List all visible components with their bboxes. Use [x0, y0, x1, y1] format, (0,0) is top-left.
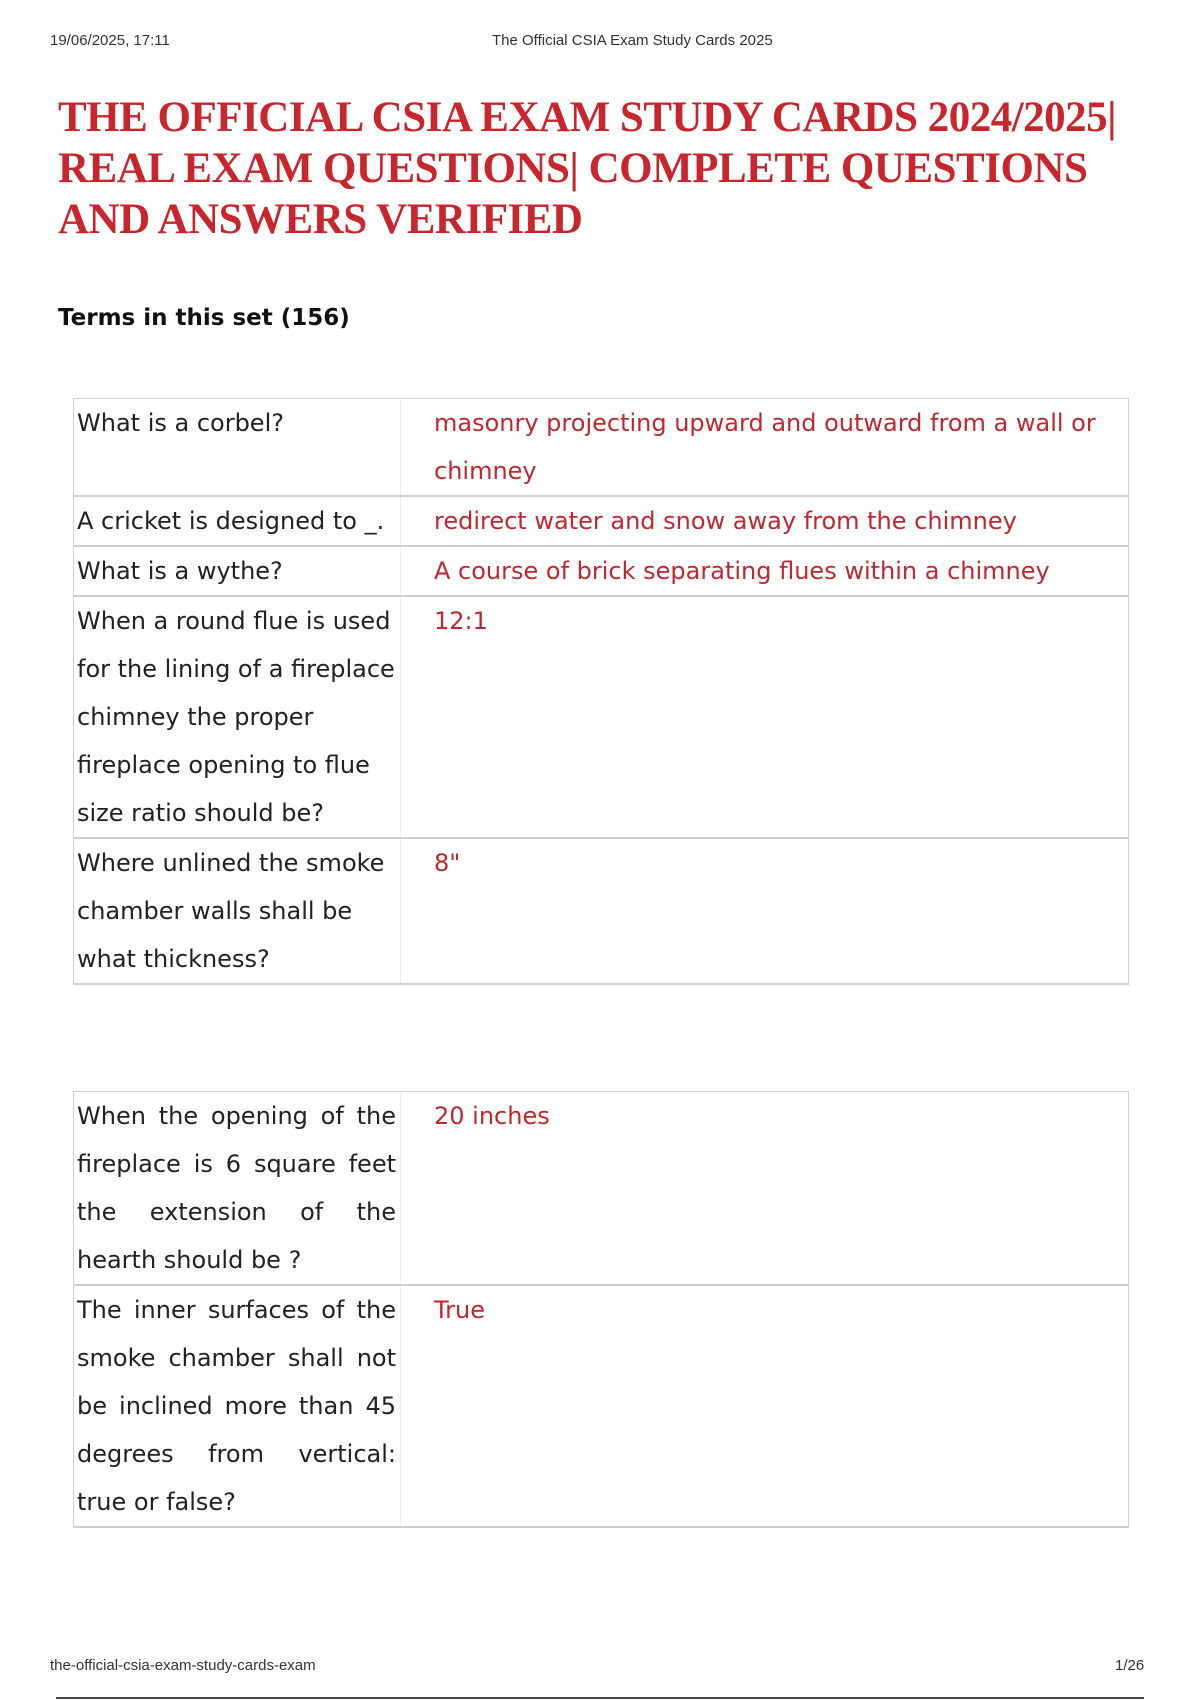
card-question: Where unlined the smoke chamber walls shall be what thickness?: [74, 838, 401, 984]
print-date: 19/06/2025, 17:11: [50, 32, 170, 49]
card-row: [74, 838, 1129, 984]
card-question: A cricket is designed to _.: [74, 496, 401, 546]
print-header-title: The Official CSIA Exam Study Cards 2025: [492, 32, 773, 49]
card-row: [74, 399, 1129, 497]
card-answer: 12:1: [401, 596, 1129, 838]
document-title: THE OFFICIAL CSIA EXAM STUDY CARDS 2024/2025| REAL EXAM QUESTIONS| COMPLETE QUESTIONS AND ANSWERS VERIFIED: [58, 94, 1117, 243]
study-cards-table-2: [73, 1091, 1129, 1528]
card-row: [74, 1092, 1129, 1286]
card-answer: masonry projecting upward and outward from a wall or chimney: [401, 399, 1129, 497]
card-question: What is a wythe?: [74, 546, 401, 596]
card-row: [74, 1285, 1129, 1527]
card-question: When the opening of the fireplace is 6 square feet the extension of the hearth should be ?: [74, 1092, 401, 1286]
card-answer: A course of brick separating flues within a chimney: [401, 546, 1129, 596]
card-question: The inner surfaces of the smoke chamber shall not be inclined more than 45 degrees from vertical: true or false?: [74, 1285, 401, 1527]
footer-divider: [56, 1697, 1144, 1699]
card-row: [74, 546, 1129, 596]
card-question: What is a corbel?: [74, 399, 401, 497]
card-answer: redirect water and snow away from the chimney: [401, 496, 1129, 546]
card-row: [74, 596, 1129, 838]
study-cards-table: [73, 398, 1129, 985]
terms-count: Terms in this set (156): [58, 305, 350, 331]
card-row: [74, 496, 1129, 546]
card-question: When a round flue is used for the lining of a fireplace chimney the proper fireplace opening to flue size ratio should be?: [74, 596, 401, 838]
card-answer: 8": [401, 838, 1129, 984]
page-number: 1/26: [1115, 1657, 1145, 1674]
card-answer: True: [401, 1285, 1129, 1527]
card-answer: 20 inches: [401, 1092, 1129, 1286]
page-slug: the-official-csia-exam-study-cards-exam: [50, 1657, 316, 1674]
